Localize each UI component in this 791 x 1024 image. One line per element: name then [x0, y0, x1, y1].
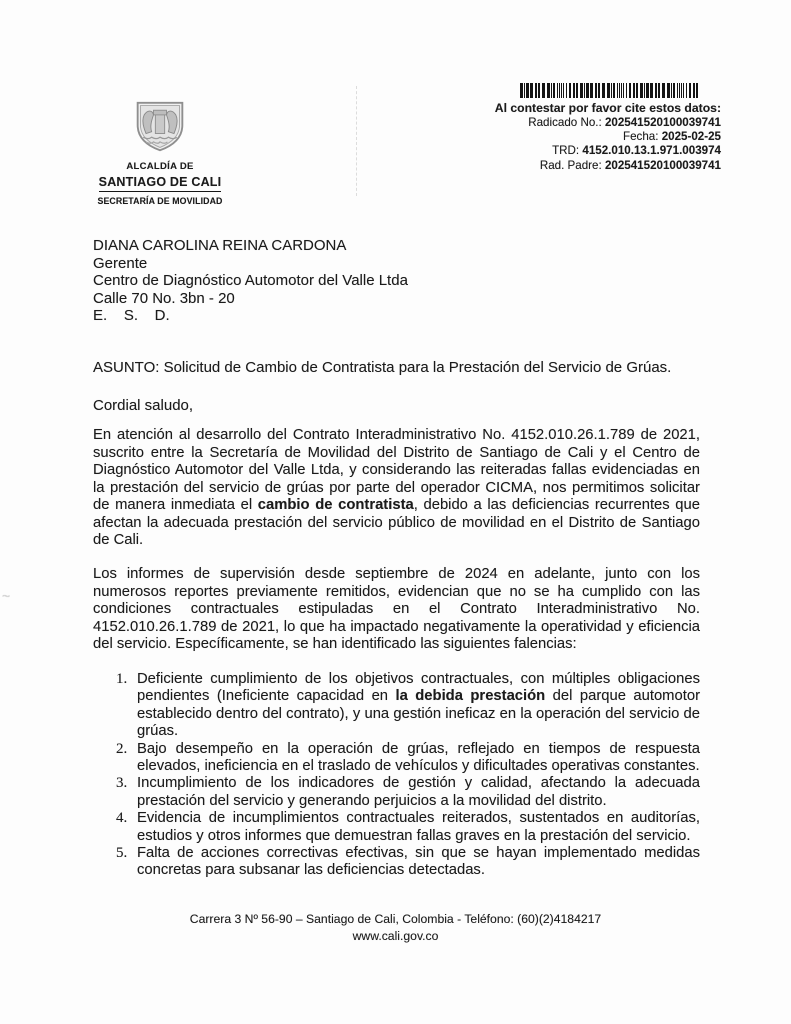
radicado-label: Radicado No.:	[528, 115, 605, 129]
paragraph-supervision-reports: Los informes de supervisión desde septiembre de 2024 en adelante, junto con los numerosos reportes previamente remitidos, evidencian que no se ha cumplido con las condiciones contractuales estipuladas en el Contrato Interadministrativo No. 4152.010.26.1.789 de 2021, lo que ha impactado negativamente la operatividad y eficiencia del servicio. Específicamente, se han identificado las siguientes falencias:	[93, 566, 700, 653]
list-item-4	[93, 810, 700, 845]
recipient-company: Centro de Diagnóstico Automotor del Valle Ltda	[93, 272, 408, 290]
paragraph-contract-context: En atención al desarrollo del Contrato Interadministrativo No. 4152.010.26.1.789 de 2021, suscrito entre la Secretaría de Movilidad del Distrito de Santiago de Cali y el Centro de Diagnóstico Automotor del Valle Ltda, y considerando las reiteradas fallas evidenciadas en la prestación del servicio de grúas por parte del operador CICMA, nos permitimos solicitar de manera inmediata el cambio de contratista, debido a las deficiencias recurrentes que afectan la adecuada prestación del servicio público de movilidad en el Distrito de Santiago de Cali.	[93, 427, 700, 549]
list-item-1	[93, 671, 700, 741]
rad-padre-line	[441, 159, 721, 173]
fecha-value: 2025-02-25	[661, 130, 721, 143]
footer-address: Carrera 3 Nº 56-90 – Santiago de Cali, Colombia - Teléfono: (60)(2)4184217	[189, 912, 602, 926]
list-item-5-text: Falta de acciones correctivas efectivas, sin que se hayan implementado medidas concretas para subsanar las deficiencias detectadas.	[137, 845, 700, 879]
list-item-5-number: 5.	[116, 845, 128, 862]
recipient-block	[93, 237, 408, 325]
radicado-value: 202541520100039741	[604, 115, 721, 129]
rad-padre-label: Rad. Padre:	[539, 158, 605, 172]
reference-block	[441, 83, 721, 173]
radicado-barcode-icon	[520, 83, 718, 98]
list-item-2	[93, 741, 700, 776]
rad-padre-value: 202541520100039741	[604, 158, 721, 172]
list-item-3-number: 3.	[116, 775, 128, 792]
list-item-4-text: Evidencia de incumplimientos contractuales reiterados, sustentados en auditorías, estudios y otros informes que demuestran fallas graves en la prestación del servicio.	[137, 810, 700, 844]
list-item-3	[93, 775, 700, 810]
subject-line: ASUNTO: Solicitud de Cambio de Contratista para la Prestación del Servicio de Grúas.	[93, 359, 672, 376]
trd-value: 4152.010.13.1.971.003974	[582, 144, 721, 158]
footer-website: www.cali.gov.co	[352, 928, 439, 943]
scan-artifact: ~	[2, 588, 11, 604]
reference-instruction: Al contestar por favor cite estos datos:	[494, 101, 721, 115]
scan-divider-line	[356, 86, 357, 196]
radicado-number-line	[441, 116, 721, 130]
list-item-5	[93, 845, 700, 880]
list-item-2-text: Bajo desempeño en la operación de grúas, reflejado en tiempos de respuesta elevados, ineficiencia en el traslado de vehículos y dificultades operativas constantes.	[137, 740, 700, 775]
recipient-esd: E. S. D.	[93, 307, 170, 325]
org-name-line2: SANTIAGO DE CALI	[99, 175, 222, 192]
list-item-1-number: 1.	[116, 671, 128, 687]
page-footer	[0, 911, 791, 944]
cali-coat-of-arms-icon	[132, 100, 188, 154]
org-name-line1: ALCALDÍA DE	[126, 161, 194, 172]
trd-label: TRD:	[552, 144, 583, 158]
recipient-address: Calle 70 No. 3bn - 20	[93, 289, 235, 307]
letterhead	[90, 100, 230, 206]
greeting-line: Cordial saludo,	[93, 397, 194, 414]
recipient-name: DIANA CAROLINA REINA CARDONA	[93, 237, 347, 254]
list-item-2-number: 2.	[116, 740, 128, 757]
list-item-1-text: Deficiente cumplimiento de los objetivos contractuales, con múltiples obligaciones pendientes (Ineficiente capacidad en la debida prestación del parque automotor establecido dentro del contrato), y una gestión ineficaz en la operación del servicio de grúas.	[137, 671, 701, 740]
trd-line	[441, 144, 721, 158]
list-item-3-text: Incumplimiento de los indicadores de gestión y calidad, afectando la adecuada prestación del servicio y generando perjuicios a la movilidad del distrito.	[137, 775, 700, 809]
list-item-4-number: 4.	[116, 810, 128, 827]
recipient-title: Gerente	[93, 254, 148, 272]
fecha-label: Fecha:	[623, 130, 662, 143]
org-name-line3: SECRETARÍA DE MOVILIDAD	[97, 196, 223, 206]
deficiencies-list	[93, 671, 700, 880]
fecha-line	[441, 130, 721, 144]
